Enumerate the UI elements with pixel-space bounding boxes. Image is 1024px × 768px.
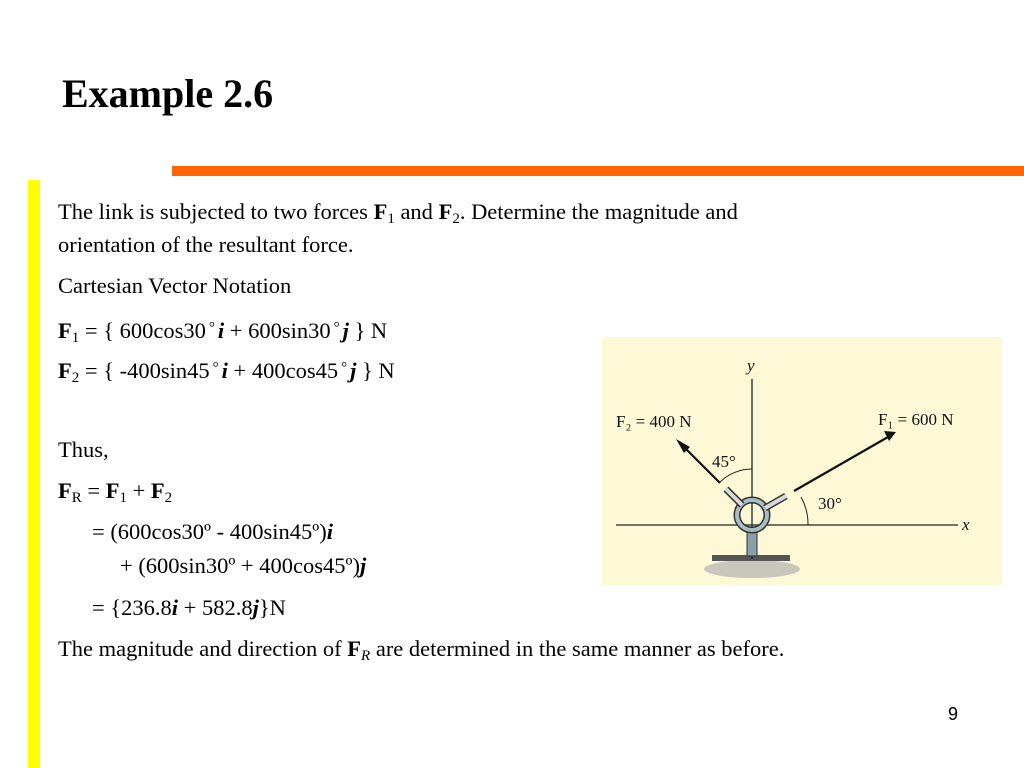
f2-label: F₂ = 400 N bbox=[616, 412, 692, 431]
intro-line-1: The link is subjected to two forces $F_1$ and $F_2$. Determine the magnitude and bbox=[58, 199, 738, 227]
step-2: + (600sin30º + 400cos45º)j bbox=[120, 553, 367, 578]
f1-equation: $F_1$ = { 600cos30 ° i + 600sin30 ° j } N bbox=[58, 318, 388, 346]
cartesian-heading: Cartesian Vector Notation bbox=[58, 273, 292, 298]
result-equation: = {236.8i + 582.8j}N bbox=[92, 595, 286, 620]
f2-equation: $F_2$ = { -400sin45 ° i + 400cos45 ° j } N bbox=[58, 358, 395, 386]
angle-30-label: 30° bbox=[818, 494, 842, 513]
thus-text: Thus, bbox=[58, 437, 109, 462]
f1-label: F₁ = 600 N bbox=[878, 410, 954, 429]
x-axis-label: x bbox=[962, 515, 970, 534]
step-1: = (600cos30º - 400sin45º)i bbox=[92, 519, 334, 544]
orange-divider bbox=[172, 166, 1024, 176]
slide-title: Example 2.6 bbox=[62, 71, 274, 116]
intro-line-2: orientation of the resultant force. bbox=[58, 232, 354, 257]
y-axis-label: y bbox=[747, 356, 755, 375]
force-diagram bbox=[602, 337, 1002, 585]
yellow-accent-bar bbox=[28, 180, 40, 768]
ground-shadow bbox=[704, 560, 800, 578]
conclusion-text: The magnitude and direction of $F_R$ are determined in the same manner as before. bbox=[58, 636, 785, 664]
link-stem bbox=[747, 532, 757, 556]
angle-45-label: 45° bbox=[712, 452, 736, 471]
fr-equation: $F_R = F_1 + F_2$ bbox=[58, 478, 173, 506]
figure-background bbox=[602, 337, 1002, 585]
page-number: 9 bbox=[948, 704, 959, 724]
